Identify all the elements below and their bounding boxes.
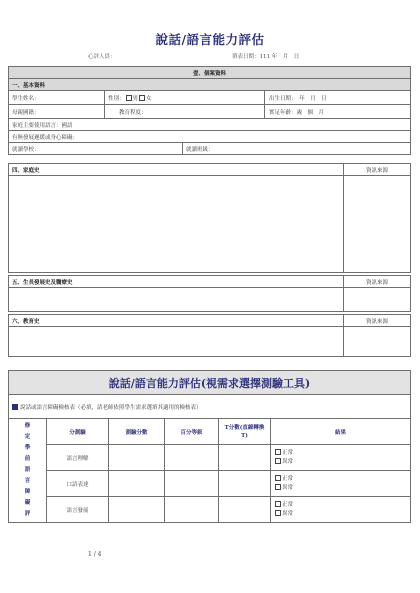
score-cell[interactable] <box>109 445 165 471</box>
assessment-note-cell <box>9 395 411 419</box>
score-cell[interactable] <box>109 497 165 523</box>
growth-history-title: 五、生長發展史及醫療史 <box>9 276 344 288</box>
disability-cell[interactable] <box>9 131 411 143</box>
result-cell <box>271 471 411 497</box>
abnormal-label: 異常 <box>282 510 294 517</box>
student-name-cell[interactable] <box>9 91 105 105</box>
school-cell[interactable] <box>9 143 183 155</box>
assessment-side-label <box>9 419 47 523</box>
col-result: 結果 <box>271 419 411 445</box>
abnormal-checkbox[interactable] <box>275 484 281 490</box>
assessment-table <box>8 370 410 523</box>
gender-male-label: 男 <box>132 95 139 102</box>
col-t-score: T分數(直線轉換T) <box>219 419 271 445</box>
parents-nationality-cell[interactable] <box>9 105 105 119</box>
growth-history-source[interactable] <box>344 288 411 312</box>
normal-checkbox[interactable] <box>275 475 281 481</box>
family-history-source-label: 資訊來源 <box>344 164 411 176</box>
birth-date-label: 出生日期： 年 月 日 <box>269 95 327 102</box>
table-row <box>9 497 411 523</box>
subtest-name: 口語表達 <box>47 471 109 497</box>
basic-info-table <box>8 66 410 155</box>
education-history-section <box>8 314 410 357</box>
result-cell <box>271 445 411 471</box>
square-bullet-icon <box>12 404 18 410</box>
gender-label: 性別： <box>108 95 125 102</box>
parents-nationality-label: 母親國籍： <box>12 109 40 116</box>
normal-checkbox[interactable] <box>275 449 281 455</box>
family-history-content[interactable] <box>9 176 344 273</box>
percentile-cell[interactable] <box>165 497 219 523</box>
assessment-note: 說話或語言障礙檢核表（必填，請老師依照學生需求選填其適用的檢核表） <box>20 404 202 411</box>
abnormal-label: 異常 <box>282 458 294 465</box>
result-cell <box>271 497 411 523</box>
assessment-title: 說話/語言能力評估(視需求選擇測驗工具) <box>9 371 411 395</box>
percentile-cell[interactable] <box>165 445 219 471</box>
percentile-cell[interactable] <box>165 471 219 497</box>
home-language-cell[interactable] <box>9 119 411 131</box>
growth-history-content[interactable] <box>9 288 344 312</box>
gender-cell <box>105 91 265 105</box>
age-label: 實足年齡：歲 個 月 <box>269 109 325 116</box>
part1-title: 一、基本資料 <box>9 79 411 91</box>
subtest-name: 語言發展 <box>47 497 109 523</box>
normal-label: 正常 <box>282 501 294 508</box>
normal-checkbox[interactable] <box>275 501 281 507</box>
abnormal-checkbox[interactable] <box>275 458 281 464</box>
abnormal-label: 異常 <box>282 484 294 491</box>
home-language-label: 家庭主要使用語言：國語 <box>12 122 73 129</box>
education-history-title: 六、教育史 <box>9 315 344 327</box>
family-history-title: 四、家庭史 <box>9 164 344 176</box>
table-row <box>9 445 411 471</box>
family-history-source[interactable] <box>344 176 411 273</box>
education-history-source[interactable] <box>344 327 411 357</box>
growth-history-source-label: 資訊來源 <box>344 276 411 288</box>
gender-male-checkbox[interactable] <box>126 95 132 101</box>
education-history-source-label: 資訊來源 <box>344 315 411 327</box>
birth-date-cell[interactable] <box>265 91 411 105</box>
table-row <box>9 471 411 497</box>
student-name-label: 學生姓名： <box>12 95 40 102</box>
family-history-section <box>8 163 410 273</box>
page-title: 說話/語言能力評估 <box>155 32 265 47</box>
normal-label: 正常 <box>282 449 294 456</box>
col-percentile: 百分等級 <box>165 419 219 445</box>
class-cell[interactable] <box>183 143 411 155</box>
growth-history-section <box>8 275 410 312</box>
gender-female-label: 女 <box>146 95 152 102</box>
col-score: 測驗分數 <box>109 419 165 445</box>
class-label: 就讀班級： <box>186 146 214 153</box>
evaluator-label: 心評人員： <box>88 54 116 60</box>
school-label: 就讀學校： <box>12 146 40 153</box>
date-label: 填表日期：111 年 月 日 <box>232 54 300 60</box>
abnormal-checkbox[interactable] <box>275 510 281 516</box>
subtest-name: 語言理解 <box>47 445 109 471</box>
col-subtest: 分測驗 <box>47 419 109 445</box>
t-score-cell[interactable] <box>219 471 271 497</box>
normal-label: 正常 <box>282 475 294 482</box>
t-score-cell[interactable] <box>219 497 271 523</box>
assessment-side-text: 修定學前語言障礙評 <box>24 423 31 517</box>
education-label: 教育程度： <box>119 109 147 116</box>
age-cell[interactable] <box>265 105 411 119</box>
gender-female-checkbox[interactable] <box>139 95 145 101</box>
score-cell[interactable] <box>109 471 165 497</box>
section-header: 壹、個案資料 <box>9 67 411 79</box>
disability-label: 有無發展遲緩或身心障礙： <box>12 134 79 141</box>
t-score-cell[interactable] <box>219 445 271 471</box>
education-cell[interactable] <box>105 105 265 119</box>
page-number: 1 / 4 <box>88 551 102 558</box>
education-history-content[interactable] <box>9 327 344 357</box>
